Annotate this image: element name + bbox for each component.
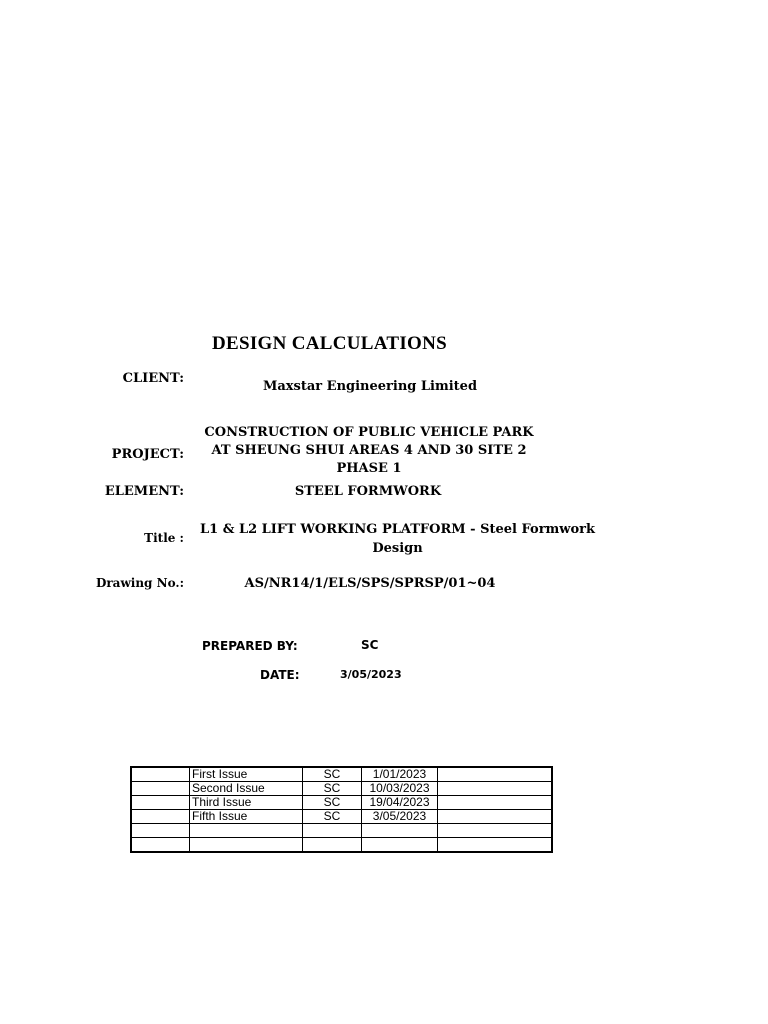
drawing-number: AS/NR14/1/ELS/SPS/SPRSP/01~04 bbox=[244, 576, 496, 591]
project-line: CONSTRUCTION OF PUBLIC VEHICLE PARK bbox=[204, 425, 534, 440]
revision-date bbox=[362, 838, 438, 853]
revision-cell bbox=[438, 767, 553, 782]
table-row bbox=[131, 810, 552, 824]
project-label: PROJECT: bbox=[111, 447, 184, 462]
drawing-label: Drawing No.: bbox=[95, 576, 184, 590]
revision-issue bbox=[190, 824, 303, 838]
revision-cell bbox=[131, 796, 190, 810]
element-value: STEEL FORMWORK bbox=[294, 484, 442, 499]
title-line: Design bbox=[372, 541, 423, 556]
revision-issue bbox=[190, 838, 303, 853]
revision-by: SC bbox=[303, 810, 362, 824]
revision-issue: First Issue bbox=[190, 767, 303, 782]
project-value bbox=[190, 424, 548, 478]
revision-date bbox=[362, 824, 438, 838]
prepared-value: SC bbox=[361, 638, 379, 652]
revision-by bbox=[303, 838, 362, 853]
revision-cell bbox=[131, 810, 190, 824]
revision-cell bbox=[131, 782, 190, 796]
revision-cell bbox=[438, 824, 553, 838]
revision-cell bbox=[131, 838, 190, 853]
revision-issue: Fifth Issue bbox=[190, 810, 303, 824]
revision-date: 3/05/2023 bbox=[362, 810, 438, 824]
table-row bbox=[131, 796, 552, 810]
title-label: Title : bbox=[144, 531, 184, 545]
title-value bbox=[190, 520, 605, 558]
revision-by bbox=[303, 824, 362, 838]
revision-table bbox=[130, 766, 553, 853]
revision-date: 1/01/2023 bbox=[362, 767, 438, 782]
revision-by: SC bbox=[303, 782, 362, 796]
table-row bbox=[131, 838, 552, 853]
revision-cell bbox=[438, 838, 553, 853]
revision-date: 10/03/2023 bbox=[362, 782, 438, 796]
date-value: 3/05/2023 bbox=[340, 668, 402, 681]
prepared-label: PREPARED BY: bbox=[202, 639, 298, 653]
revision-cell bbox=[438, 782, 553, 796]
page-title: DESIGN CALCULATIONS bbox=[212, 333, 447, 354]
client-value: Maxstar Engineering Limited bbox=[262, 379, 478, 394]
table-row bbox=[131, 782, 552, 796]
revision-by: SC bbox=[303, 796, 362, 810]
element-label: ELEMENT: bbox=[104, 484, 184, 499]
client-label: CLIENT: bbox=[122, 371, 184, 386]
revision-by: SC bbox=[303, 767, 362, 782]
table-row bbox=[131, 824, 552, 838]
revision-cell bbox=[131, 824, 190, 838]
date-label: DATE: bbox=[260, 668, 300, 682]
revision-date: 19/04/2023 bbox=[362, 796, 438, 810]
project-line: PHASE 1 bbox=[336, 461, 402, 476]
revision-issue: Second Issue bbox=[190, 782, 303, 796]
project-line: AT SHEUNG SHUI AREAS 4 AND 30 SITE 2 bbox=[211, 443, 527, 458]
title-line: L1 & L2 LIFT WORKING PLATFORM - Steel Formwork bbox=[199, 522, 596, 537]
revision-cell bbox=[438, 810, 553, 824]
revision-issue: Third Issue bbox=[190, 796, 303, 810]
revision-cell bbox=[131, 767, 190, 782]
table-row bbox=[131, 767, 552, 782]
revision-cell bbox=[438, 796, 553, 810]
